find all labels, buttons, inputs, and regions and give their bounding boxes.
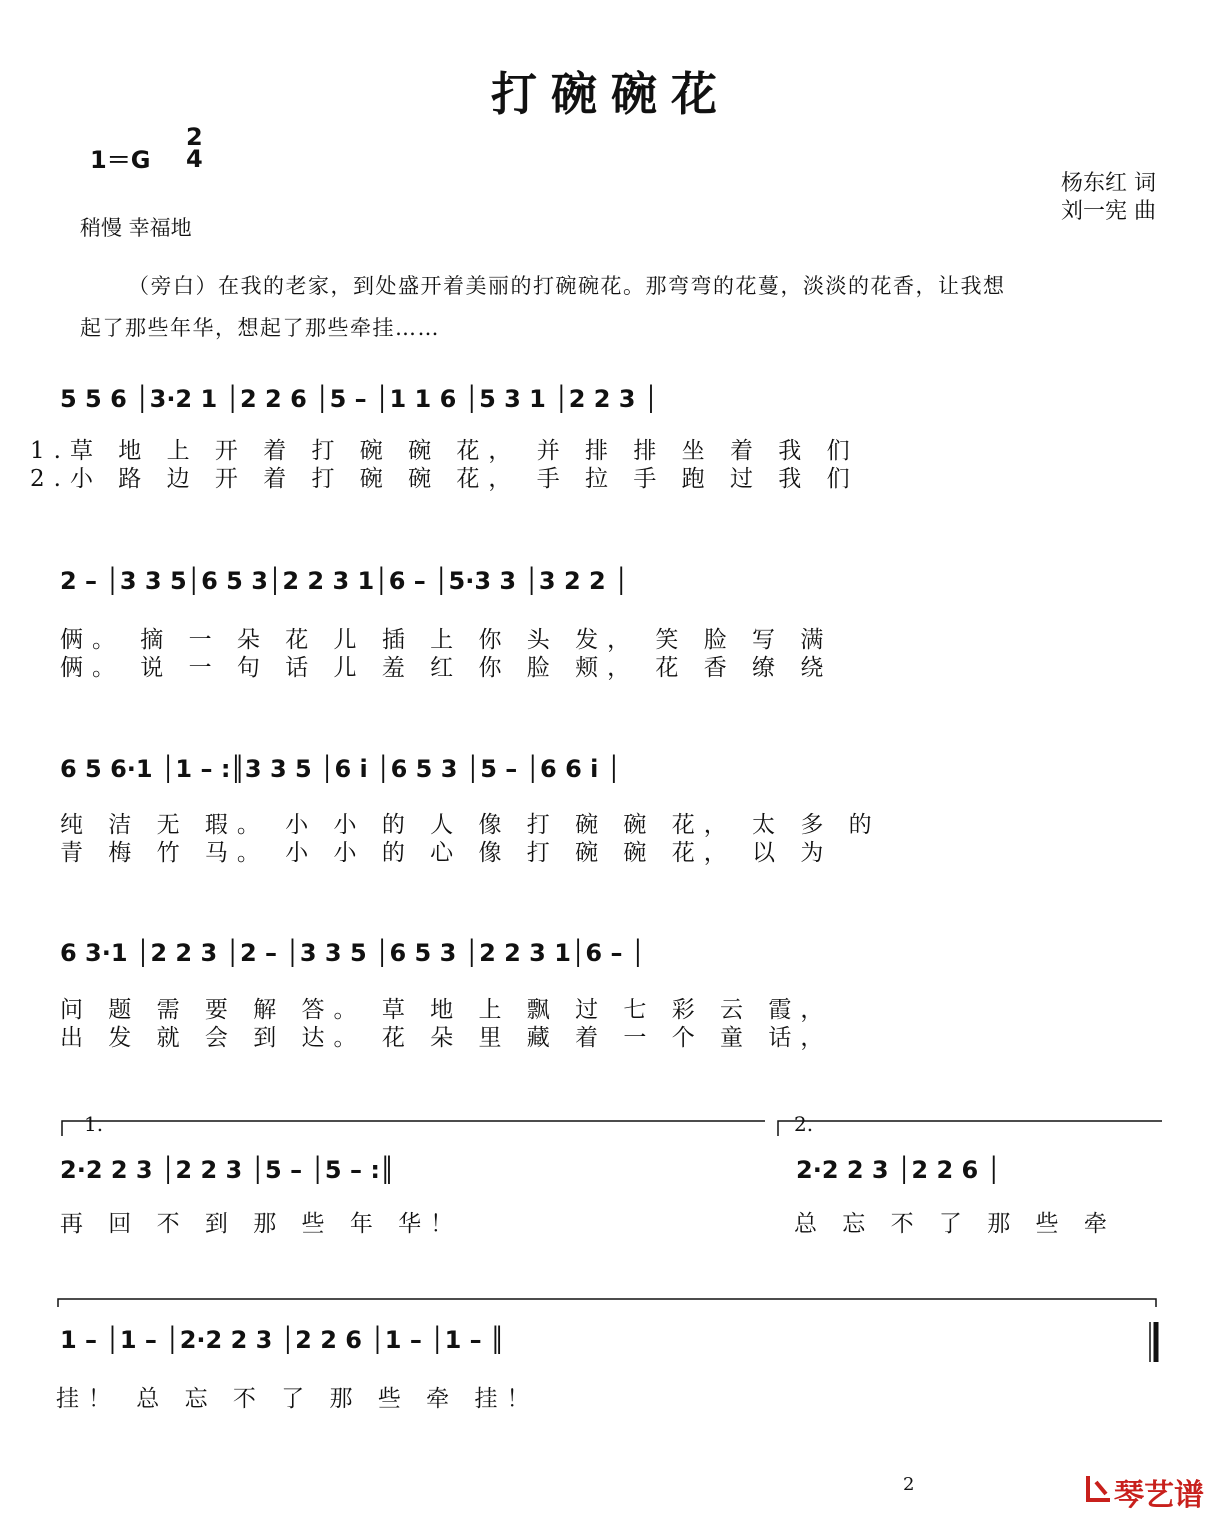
page-number: 2 bbox=[903, 1474, 915, 1495]
key-signature: 1＝G bbox=[90, 146, 151, 174]
first-ending-label: 1. bbox=[84, 1112, 104, 1136]
narration-line-2: 起了那些年华，想起了那些牵挂…… bbox=[80, 316, 440, 340]
lyrics-row-4-verse-1: 问 题 需 要 解 答。 草 地 上 飘 过 七 彩 云 霞， bbox=[60, 997, 833, 1023]
score-notes-row-1: 5 5 6 │3·2 1 │2 2 6 │5 – │1 1 6 │5 3 1 │2 2 3 │ bbox=[60, 385, 659, 413]
first-ending-lyrics: 再 回 不 到 那 些 年 华！ bbox=[60, 1211, 463, 1237]
lyrics-row-1-verse-1: 1.草 地 上 开 着 打 碗 碗 花， 并 排 排 坐 着 我 们 bbox=[30, 438, 859, 464]
lyrics-row-4-verse-2: 出 发 就 会 到 达。 花 朵 里 藏 着 一 个 童 话， bbox=[60, 1025, 833, 1051]
song-title: 打碗碗花 bbox=[491, 67, 731, 121]
composer-credit: 刘一宪 曲 bbox=[1061, 199, 1156, 224]
time-signature-top: 2 bbox=[186, 123, 203, 151]
lyrics-row-2-verse-2: 俩。 说 一 句 话 儿 羞 红 你 脸 颊， 花 香 缭 绕 bbox=[60, 655, 833, 681]
final-line-lyrics: 挂！ 总 忘 不 了 那 些 牵 挂！ bbox=[56, 1386, 539, 1412]
lyrics-row-3-verse-2: 青 梅 竹 马。 小 小 的 心 像 打 碗 碗 花， 以 为 bbox=[60, 840, 833, 866]
score-notes-row-2: 2 – │3 3 5│6 5 3│2 2 3 1│6 – │5·3 3 │3 2 2 │ bbox=[60, 567, 629, 595]
score-notes-row-4: 6 3·1 │2 2 3 │2 – │3 3 5 │6 5 3 │2 2 3 1│6 – │ bbox=[60, 939, 646, 967]
lyrics-row-1-verse-2: 2.小 路 边 开 着 打 碗 碗 花， 手 拉 手 跑 过 我 们 bbox=[30, 466, 859, 492]
tempo-marking: 稍慢 幸福地 bbox=[80, 216, 192, 240]
narration-line-1: （旁白）在我的老家，到处盛开着美丽的打碗碗花。那弯弯的花蔓，淡淡的花香，让我想 bbox=[128, 274, 1006, 298]
second-ending-notes: 2·2 2 3 │2 2 6 │ bbox=[796, 1156, 1002, 1184]
lyrics-row-2-verse-1: 俩。 摘 一 朵 花 儿 插 上 你 头 发， 笑 脸 写 满 bbox=[60, 627, 833, 653]
second-ending-label: 2. bbox=[794, 1112, 814, 1136]
time-signature-bottom: 4 bbox=[186, 145, 203, 173]
second-ending-lyrics: 总 忘 不 了 那 些 牵 bbox=[794, 1211, 1116, 1237]
site-logo: 琴艺谱 bbox=[1114, 1478, 1204, 1513]
final-line-notes: 1 – │1 – │2·2 2 3 │2 2 6 │1 – │1 – ║ bbox=[60, 1326, 505, 1354]
first-ending-notes: 2·2 2 3 │2 2 3 │5 – │5 – :║ bbox=[60, 1156, 395, 1184]
logo-mark-icon bbox=[1084, 1472, 1114, 1504]
score-notes-row-3: 6 5 6·1 │1 – :║3 3 5 │6 i │6 5 3 │5 – │6 6 i │ bbox=[60, 755, 622, 783]
lyrics-row-3-verse-1: 纯 洁 无 瑕。 小 小 的 人 像 打 碗 碗 花， 太 多 的 bbox=[60, 812, 881, 838]
lyricist-credit: 杨东红 词 bbox=[1061, 171, 1156, 196]
